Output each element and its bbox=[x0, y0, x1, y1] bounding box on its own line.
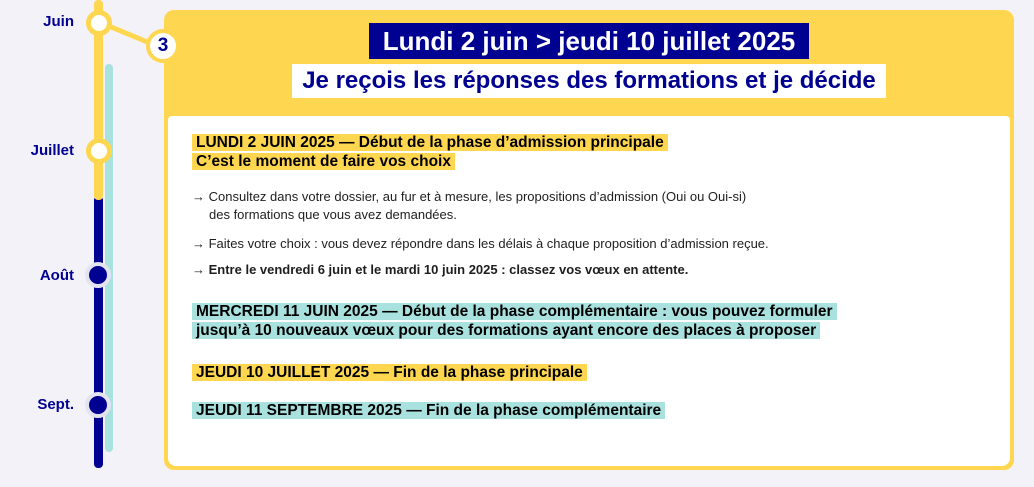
block1-heading-line1 bbox=[190, 133, 670, 152]
block3-text: JEUDI 10 JUILLET 2025 — Fin de la phase principale bbox=[192, 364, 587, 381]
block1-bullet1-line1: → Consultez dans votre dossier, au fur et à mesure, les propositions d’admission (Oui ou Oui-si) bbox=[192, 189, 747, 204]
block4 bbox=[190, 401, 667, 420]
card-title-text: Je reçois les réponses des formations et je décide bbox=[292, 64, 886, 98]
step-number-badge: 3 bbox=[146, 29, 180, 63]
date-range-text: Lundi 2 juin > jeudi 10 juillet 2025 bbox=[369, 23, 810, 59]
block1-heading-line2 bbox=[190, 152, 457, 171]
block2-line1-text: MERCREDI 11 JUIN 2025 — Début de la phase complémentaire : vous pouvez formuler bbox=[192, 303, 837, 320]
timeline-dot-juillet bbox=[86, 138, 112, 164]
month-aout: Août bbox=[39, 267, 74, 284]
block1-bullet1-line2: des formations que vous avez demandées. bbox=[209, 207, 457, 222]
timeline-dot-aout bbox=[85, 262, 111, 288]
timeline-dot-sept bbox=[85, 392, 111, 418]
timeline-dot-juin bbox=[86, 10, 112, 36]
block1-bullet3: → Entre le vendredi 6 juin et le mardi 10 juin 2025 : classez vos vœux en attente. bbox=[192, 262, 689, 277]
block1-bullet2: → Faites votre choix : vous devez répondre dans les délais à chaque proposition d’admission reçue. bbox=[192, 236, 769, 251]
block2-line1 bbox=[190, 302, 839, 321]
block1-heading-line2-text: C’est le moment de faire vos choix bbox=[192, 153, 455, 170]
block3 bbox=[190, 363, 589, 382]
month-juin: Juin bbox=[43, 13, 74, 30]
timeline-navy-line bbox=[94, 196, 103, 468]
block4-text: JEUDI 11 SEPTEMBRE 2025 — Fin de la phase complémentaire bbox=[192, 402, 665, 419]
date-range-header bbox=[164, 23, 1014, 59]
month-sept: Sept. bbox=[37, 396, 74, 413]
card-title bbox=[164, 64, 1014, 98]
block2-line2 bbox=[190, 321, 822, 340]
timeline-teal-line bbox=[105, 64, 113, 452]
block2-line2-text: jusqu’à 10 nouveaux vœux pour des formations ayant encore des places à proposer bbox=[192, 322, 820, 339]
block1-heading-line1-text: LUNDI 2 JUIN 2025 — Début de la phase d’admission principale bbox=[192, 134, 668, 151]
month-juillet: Juillet bbox=[30, 142, 74, 159]
